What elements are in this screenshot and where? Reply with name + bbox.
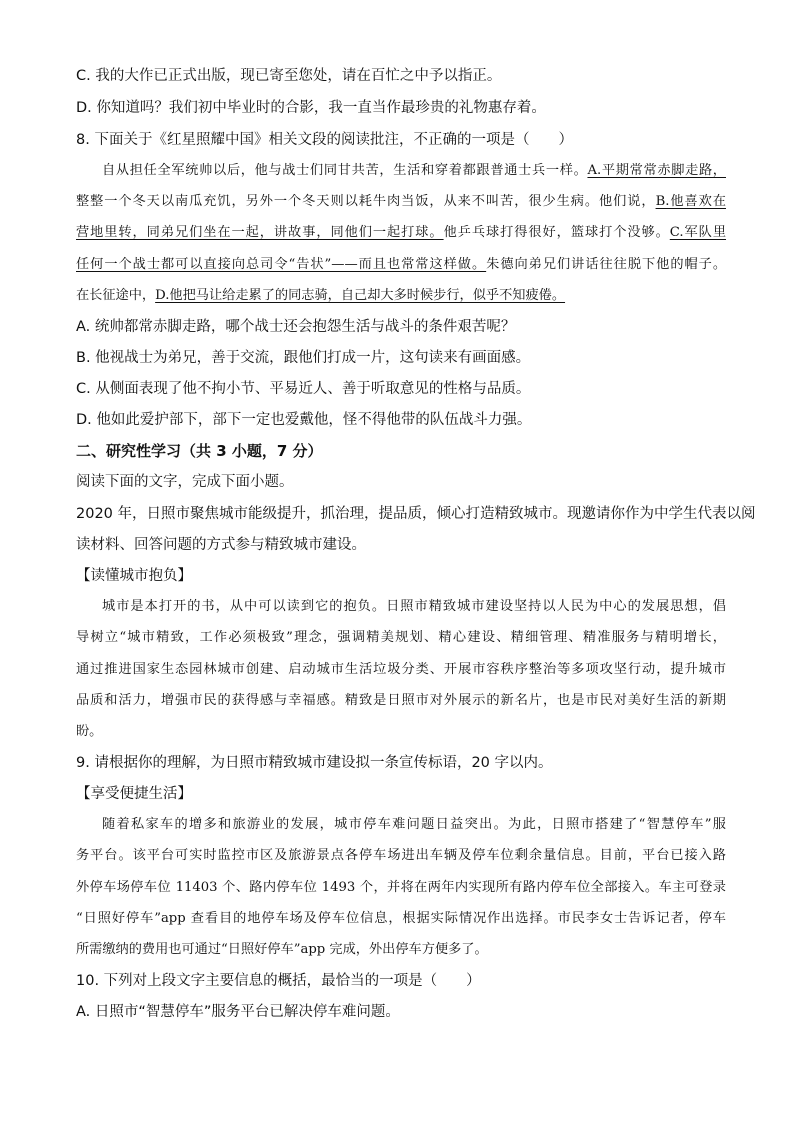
q8-option-c: C. 从侧面表现了他不拘小节、平易近人、善于听取意见的性格与品质。 bbox=[76, 381, 531, 397]
q8-passage-line-5: 在长征途中，D.他把马让给走累了的同志骑，自己却大多时候步行，似乎不知疲倦。 bbox=[76, 288, 566, 303]
section-2-heading: 二、研究性学习（共 3 小题，7 分） bbox=[76, 442, 323, 460]
q8-passage-line-1: 自从担任全军统帅以后，他与战士们同甘共苦，生活和穿着都跟普通士兵一样。A.平期常常赤脚走路， bbox=[102, 163, 726, 178]
q8-option-a: A. 统帅都常赤脚走路，哪个战士还会抱怨生活与战斗的条件艰苦呢？ bbox=[76, 319, 516, 335]
subheading-convenient-life: 【享受便捷生活】 bbox=[76, 786, 192, 802]
material-2-line-4: “日照好停车”app 查看目的地停车场及停车位信息，根据实际情况作出选择。市民李女士告诉记者，停车 bbox=[76, 911, 726, 926]
subheading-city-ambition: 【读懂城市抱负】 bbox=[76, 568, 192, 584]
q10-option-a: A. 日照市“智慧停车”服务平台已解决停车难问题。 bbox=[76, 1004, 400, 1020]
q8-option-d: D. 他如此爱护部下，部下一定也爱戴他，怪不得他带的队伍战斗力强。 bbox=[76, 412, 532, 428]
material-2-line-2: 务平台。该平台可实时监控市区及旅游景点各停车场进出车辆及停车位剩余量信息。目前，平台已接入路 bbox=[76, 848, 726, 863]
q7-option-c: C. 我的大作已正式出版，现已寄至您处，请在百忙之中予以指正。 bbox=[76, 68, 502, 84]
section-2-intro-line-1: 2020 年，日照市聚焦城市能级提升，抓治理，提品质，倾心打造精致城市。现邀请你作为中学生代表以阅 bbox=[76, 506, 756, 522]
q8-passage-line-4: 任何一个战士都可以直接向总司令“告状”——而且也常常这样做。朱德向弟兄们讲话往往脱下他的帽子。 bbox=[76, 257, 727, 272]
section-2-instruction: 阅读下面的文字，完成下面小题。 bbox=[76, 474, 294, 490]
material-1-line-5: 盼。 bbox=[76, 724, 103, 739]
q8-passage-line-2: 整整一个冬天以南瓜充饥，另外一个冬天则以耗牛肉当饭，从来不叫苦，很少生病。他们说，B.他喜欢在 bbox=[76, 194, 726, 209]
material-2-line-1: 随着私家车的增多和旅游业的发展，城市停车难问题日益突出。为此，日照市搭建了“智慧停车”服 bbox=[102, 817, 726, 832]
q8-stem: 8. 下面关于《红星照耀中国》相关文段的阅读批注，不正确的一项是（ ） bbox=[76, 132, 573, 148]
q8-passage-line-3: 营地里转，同弟兄们坐在一起，讲故事，同他们一起打球。他乒乓球打得很好，篮球打个没够。C.军队里 bbox=[76, 225, 727, 240]
section-2-intro-line-2: 读材料、回答问题的方式参与精致城市建设。 bbox=[76, 537, 366, 553]
material-1-line-3: 通过推进国家生态园林城市创建、启动城市生活垃圾分类、开展市容秩序整治等多项攻坚行动，提升城市 bbox=[76, 662, 726, 677]
material-2-line-3: 外停车场停车位 11403 个、路内停车位 1493 个，并将在两年内实现所有路内停车位全部接入。车主可登录 bbox=[76, 880, 726, 895]
q7-option-d: D. 你知道吗？我们初中毕业时的合影，我一直当作最珍贵的礼物惠存着。 bbox=[76, 100, 546, 116]
material-2-line-5: 所需缴纳的费用也可通过“日照好停车”app 完成，外出停车方便多了。 bbox=[76, 942, 488, 957]
q8-option-b: B. 他视战士为弟兄，善于交流，跟他们打成一片，这句读来有画面感。 bbox=[76, 350, 531, 366]
material-1-line-4: 品质和活力，增强市民的获得感与幸福感。精致是日照市对外展示的新名片，也是市民对美好生活的新期 bbox=[76, 693, 726, 708]
material-1-line-1: 城市是本打开的书，从中可以读到它的抱负。日照市精致城市建设坚持以人民为中心的发展思想，倡 bbox=[102, 599, 726, 614]
material-1-line-2: 导树立“城市精致，工作必须极致”理念，强调精美规划、精心建设、精细管理、精准服务与精明增长， bbox=[76, 630, 726, 645]
q10-stem: 10. 下列对上段文字主要信息的概括，最恰当的一项是（ ） bbox=[76, 973, 481, 989]
q9-stem: 9. 请根据你的理解，为日照市精致城市建设拟一条宣传标语，20 字以内。 bbox=[76, 755, 553, 771]
